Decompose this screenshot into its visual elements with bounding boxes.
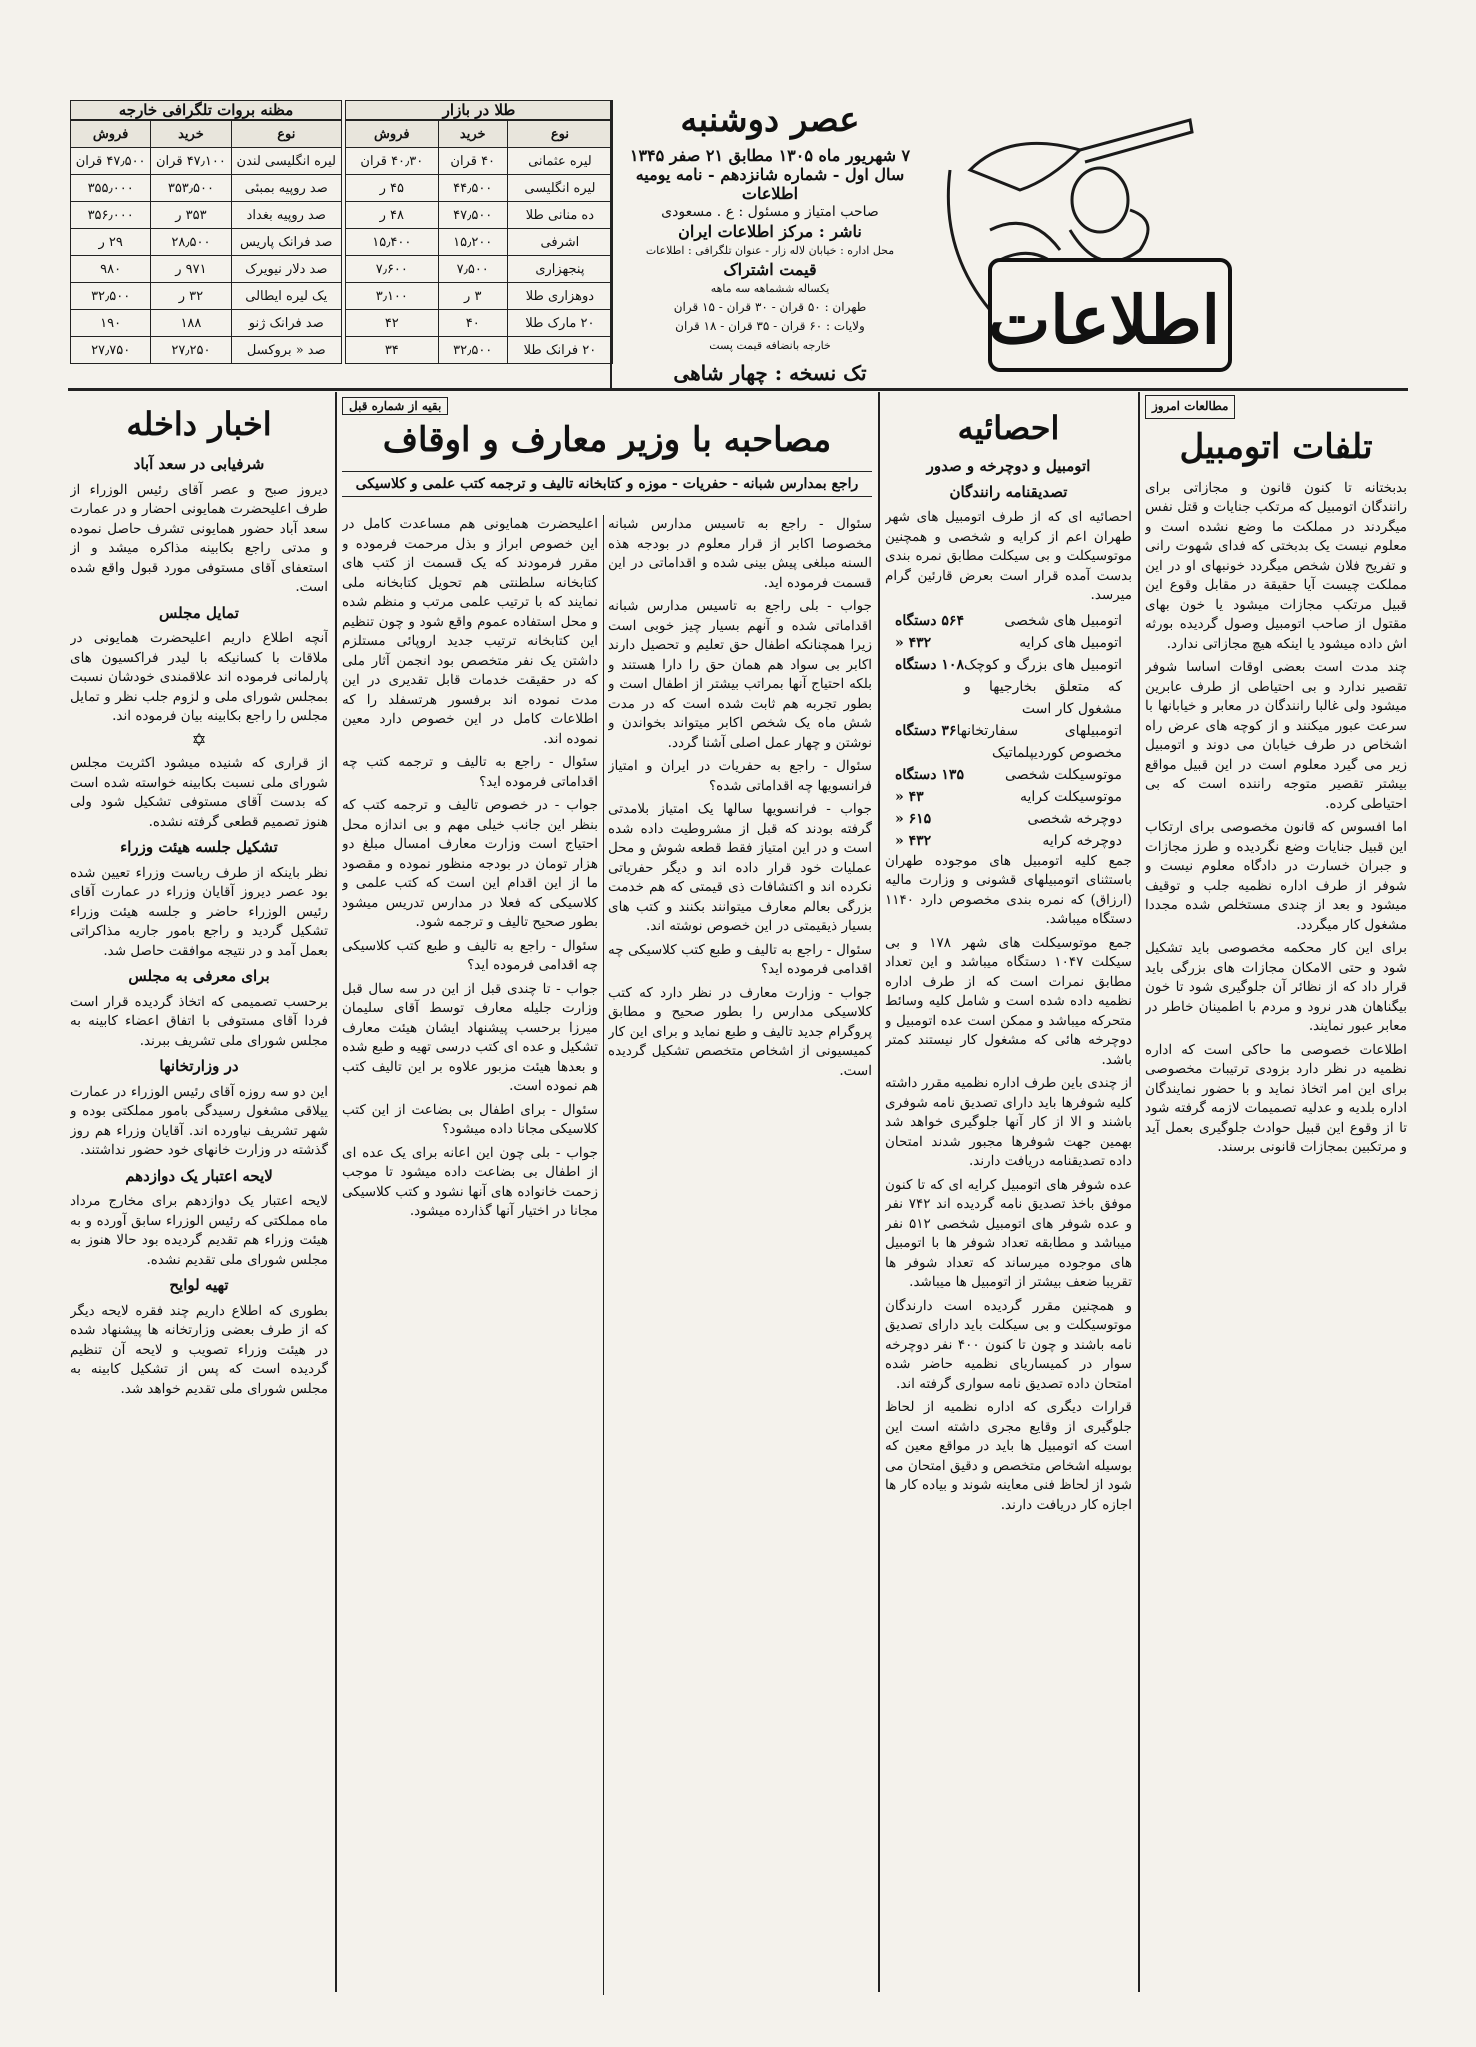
stat-label: موتوسیکلت کرایه <box>1019 788 1122 805</box>
fx-row <box>71 175 342 202</box>
paragraph: اعلیحضرت همایونی هم مساعدت کامل در این خصوص ابراز و بذل مرحمت فرموده و مقرر فرمودند که یک قسمت از کتب های کتابخانه سلطنتی هم تحویل کتابخانه ملی نمایند که با ترتیب علمی مرتب و منظم شده و محل استفاده عموم واقع شود و چون تنظیم این کتابخانه ترتیب جدید اروپائی مستلزم داشتن یک نفر متخصص بود انجمن آثار ملی که در حقیقت خدمات قابل تقدیری در این مدت نموده اند برفسور هرتسفلد را که اطلاعات کامل در این خصوص دارد معین نموده اند. <box>342 516 598 747</box>
fx-row <box>71 229 342 256</box>
address-line: محل اداره : خیابان لاله زار - عنوان تلگرافی : اطلاعات <box>645 244 895 257</box>
gold-col-type: نوع <box>507 121 612 148</box>
masthead-info <box>620 100 920 400</box>
fx-row <box>71 256 342 283</box>
fx-cell: ۳۵۳٫۵۰۰ <box>151 175 231 202</box>
paragraph: جمع موتوسیکلت های شهر ۱۷۸ و بی سیکلت ۱۰۴۷ دستگاه میباشد و این تعداد مطابق نمرات است که از طرف اداره نظمیه داده شده است و شامل کلیه وسائط متحرکه میباشد و ممکن است عده اتومبیل و دوچرخه هائی که مشغول کار نیستند کمتر باشد. <box>885 934 1132 1068</box>
stat-row <box>885 654 1132 720</box>
fx-cell: ۳۲٫۵۰۰ <box>71 283 151 310</box>
paragraph: سئوال - برای اطفال بی بضاعت از این کتب کلاسیکی مجانا داده میشود؟ <box>342 1101 598 1137</box>
paragraph: برای این کار محکمه مخصوصی باید تشکیل شود و حتی الامکان مجازات های بزرگی باید قرار داد که از نظائر آن جلوگیری شود تا خون بیگناهان هدر نرود و مردم با اطمینان خاطر در معابر عبور نمایند. <box>1145 940 1407 1034</box>
gold-cell: ۴۵ ر <box>346 175 439 202</box>
stat-label: اتومبیل های شخصی <box>1004 612 1122 629</box>
fx-row <box>71 283 342 310</box>
masthead-logo <box>930 110 1250 390</box>
publisher-line: ناشر : مرکز اطلاعات ایران <box>678 222 862 241</box>
news-title: تمایل مجلس <box>159 603 239 622</box>
paragraph: از چندی باین طرف اداره نظمیه مقرر داشته کلیه شوفرها باید دارای تصدیق نامه شوفری باشند و الا از کار آنها جلوگیری خواهد شد بهمین جهت شوفرها مجبور شدند امتحان داده تصدیقنامه دریافت دارند. <box>885 1075 1132 1169</box>
stat-row <box>885 610 1132 632</box>
fx-table-block <box>70 100 342 364</box>
price-tehran: طهران : ۵۰ قران - ۳۰ قران - ۱۵ قران <box>673 300 867 314</box>
fx-cell: ۲۷٫۷۵۰ <box>71 337 151 364</box>
gold-cell: پنجهزاری <box>507 256 612 283</box>
gold-row <box>346 175 613 202</box>
gold-row <box>346 229 613 256</box>
gold-cell: لیره انگلیسی <box>507 175 612 202</box>
fx-cell: ۳۲ ر <box>151 283 231 310</box>
paragraph: جواب - تا چندی قبل از این در سه سال قبل وزارت جلیله معارف توسط آقای سلیمان میرزا برحسب پیشنهاد ایشان هیئت معارف تشکیل و عده ای کتب درسی تهیه و طبع شده و بعدها هیئت مزبور علاوه بر این تالیف کتب هم نموده است. <box>342 980 598 1094</box>
paragraph: جواب - بلی راجع به تاسیس مدارس شبانه اقداماتی شده و آنهم بسیار چیز خوبی است زیرا همچنانکه اطفال حق تعلیم و تحصیل دارند اکابر بی سواد هم همان حق را دارا هستند و بلکه احتیاج آنها بمراتب بیشتر از اطفال است و بطور تجربه هم ثابت شده است که در مدت شش ماه یک شخص اکابر میتواند بخواندن و نوشتن و چهار عمل اصلی آشنا گردد. <box>608 598 872 751</box>
fx-cell: ۹۸۰ <box>71 256 151 283</box>
gold-table-block <box>345 100 613 364</box>
paragraph: احصائیه ای که از طرف اتومبیل های شهر طهران اعم از کرایه و شخصی و همچنین موتوسیکلت و بی سیکلت مطابق نمره بندی بدست آمده قرار است بعرض قارئین گرام میرسد. <box>885 509 1132 603</box>
section-kicker: مطالعات امروز <box>1145 395 1235 419</box>
gold-cell: ۷٫۶۰۰ <box>346 256 439 283</box>
fx-cell: صد دلار نیویرک <box>231 256 341 283</box>
gold-cell: ۳۴ <box>346 337 439 364</box>
issue-date: ۷ شهریور ماه ۱۳۰۵ مطابق ۲۱ صفر ۱۳۴۵ <box>629 146 911 165</box>
gold-col-buy: خرید <box>438 121 507 148</box>
gold-row <box>346 256 613 283</box>
star-divider-icon: ✡ <box>191 729 207 751</box>
stat-label: اتومبیلهای سفارتخانها مخصوص کوردیپلماتیک <box>956 722 1122 761</box>
article-statistics <box>885 395 1132 1995</box>
interview-column-rule <box>603 515 604 1995</box>
gold-cell: ۷٫۵۰۰ <box>438 256 507 283</box>
gold-row <box>346 310 613 337</box>
paragraph: دیروز صبح و عصر آقای رئیس الوزراء از طرف اعلیحضرت همایونی احضار و در عمارت سعد آباد حضور همایونی تشرف حاصل نموده و مدتی راجع بکابینه مذاکره میشد و از استعفای آقای مستوفی مورد قبول واقع شده است. <box>70 481 328 595</box>
fx-row <box>71 337 342 364</box>
domestic-news <box>70 395 328 1995</box>
headline-domestic-news: اخبار داخله <box>126 405 272 443</box>
gold-row <box>346 148 613 175</box>
paragraph: جواب - وزارت معارف در نظر دارد که کتب کلاسیکی مدارس را بطور صحیح و مطابق پروگرام جدید تالیف و طبع نماید و برای این کار کمیسیونی از اشخاص متخصص تشکیل گردیده است. <box>608 984 872 1079</box>
subhead: اتومبیل و دوچرخه و صدور <box>926 457 1091 475</box>
paragraph: از قراری که شنیده میشود اکثریت مجلس شورای ملی نسبت بکابینه خواسته شده است که بدست آقای مستوفی تشکیل شود ولی هنوز تصمیم قطعی گرفته نشده. <box>70 755 328 830</box>
subscription-title: قیمت اشتراک <box>723 260 817 279</box>
stat-value: ۴۳۲ « <box>895 832 932 849</box>
paragraph: جواب - فرانسویها سالها یک امتیاز بلامدتی گرفته بودند که قبل از مشروطیت داده شده است و در این امتیاز فقط قطعه شوش و محل عملیات خود قرار داده اند و دیگر حفریاتی نکرده اند و اکتشافات ذی قیمتی که هم خدمت بزرگی بعالم معارف میتوانند بکنند و کتب های بسیار ذیقیمتی در این خصوص نوشته اند. <box>608 801 872 934</box>
fx-cell: ۴۷٫۵۰۰ قران <box>71 148 151 175</box>
vehicle-stats-list <box>885 610 1132 852</box>
fx-col-sell: فروش <box>71 121 151 148</box>
paragraph: سئوال - راجع به تالیف و طبع کتب کلاسیکی چه اقدامی فرموده اید؟ <box>608 941 872 977</box>
paragraph: برحسب تصمیمی که اتخاذ گردیده قرار است فردا آقای مستوفی با اتفاق اعضاء کابینه به مجلس شورای ملی تشریف ببرند. <box>70 993 328 1049</box>
fx-cell: صد روپیه بغداد <box>231 202 341 229</box>
gold-cell: دوهزاری طلا <box>507 283 612 310</box>
paragraph: جواب - بلی چون این اعانه برای یک عده ای از اطفال بی بضاعت داده میشود تا موجب زحمت خانواده های آنها نشود و کتب کلاسیکی مجانا در اختیار آنها گذارده میشود. <box>342 1144 598 1219</box>
gold-row <box>346 283 613 310</box>
gold-cell: ۴۴٫۵۰۰ <box>438 175 507 202</box>
interview-subhead: راجع بمدارس شبانه - حفریات - موزه و کتابخانه تالیف و ترجمه کتب علمی و کلاسیکی <box>342 471 872 497</box>
fx-row <box>71 202 342 229</box>
gold-table <box>345 120 613 364</box>
gold-cell: اشرفی <box>507 229 612 256</box>
stat-value: ۶۱۵ « <box>895 810 932 827</box>
owner-line: صاحب امتیاز و مسئول : ع . مسعودی <box>661 204 879 220</box>
gold-cell: ۳ ر <box>438 283 507 310</box>
fx-cell: صد « بروکسل <box>231 337 341 364</box>
news-title: تشکیل جلسه هیئت وزراء <box>120 838 278 856</box>
gold-cell: ۳٫۱۰۰ <box>346 283 439 310</box>
paragraph: اطلاعات خصوصی ما حاکی است که اداره نظمیه در نظر دارد بزودی ترتیبات مخصوصی برای این امر اتخاذ نماید و با حضور نمایندگان اداره بلدیه و عدلیه تصمیمات لازمه گرفته شود تا از وقوع این قبیل حوادث جلوگیری بعمل آید و مرتکبین بمجازات قانونی برسند. <box>1145 1041 1407 1155</box>
stat-row <box>885 786 1132 808</box>
fx-col-buy: خرید <box>151 121 231 148</box>
masthead-rule <box>610 100 612 390</box>
masthead-divider <box>68 388 1408 391</box>
paragraph: بطوری که اطلاع داریم چند فقره لایحه دیگر که از طرف بعضی وزارتخانه ها پیشنهاد شده در هیئت وزراء تصویب و لایحه آن تنظیم گردیده است که پس از تشکیل کابینه به مجلس شورای ملی تقدیم خواهد شد. <box>70 1302 328 1397</box>
paragraph: جواب - در خصوص تالیف و ترجمه کتب که بنظر این جانب خیلی مهم و بی اندازه محل احتیاج است وزارت معارف امسال مبلغ دو هزار تومان در بودجه منظور نموده و مقصود ما از این اقدام این است که کتب علمی و کلاسیکی که فعلا در مدارس تدریس میشود بطور صحیح تالیف و ترجمه شود. <box>342 797 598 930</box>
headline-interview: مصاحبه با وزیر معارف و اوقاف <box>382 420 832 460</box>
news-title: لایحه اعتبار یک دوازدهم <box>125 1166 273 1185</box>
gold-cell: ۴۰ قران <box>438 148 507 175</box>
price-abroad: خارجه بانضافه قیمت پست <box>709 339 831 352</box>
paragraph: و همچنین مقرر گردیده است دارندگان موتوسیکلت و بی سیکلت باید دارای تصدیق نامه باشند و چون تا کنون ۴۰۰ نفر دوچرخه سوار در کمیساریای نظمیه حاضر شده امتحان داده تصدیق نامه سواری گرفته اند. <box>885 1297 1132 1392</box>
gold-cell: لیره عثمانی <box>507 148 612 175</box>
gold-row <box>346 337 613 364</box>
interview-column-right <box>608 515 872 1995</box>
interview-header <box>342 395 872 503</box>
paragraph: لایحه اعتبار یک دوازدهم برای مخارج مرداد ماه مملکتی که رئیس الوزراء سابق آورده و به هیئت وزراء هم تقدیم گردیده بود حالا هنوز به مجلس شورای ملی تقدیم نشده. <box>70 1193 328 1268</box>
article-car-casualties <box>1145 395 1407 1995</box>
stat-row <box>885 808 1132 830</box>
gold-cell: ۲۰ مارک طلا <box>507 310 612 337</box>
fx-cell: ۳۵۵٫۰۰۰ <box>71 175 151 202</box>
paragraph: بدبختانه تا کنون قانون و مجازاتی برای رانندگان اتومبیل که مرتکب جنایات و قتل نفس میگردند در مملکت ما وضع نشده است و معلوم نیست یک بدبختی که فدای شهوت رانی و تفریح فلان شخص میگردد خونبهای او در این مملکت چیست آیا حقیقة در مقابل وقوع این قبیل مرتکب مجازات میشود یا خون بهای مقتول از صاحب اتومبیل وصول گردیده بورثه اش داده میشود یا اینکه هیچ مجازاتی ندارد. <box>1145 479 1407 652</box>
stat-value: ۴۳ « <box>895 788 924 805</box>
fx-table-header <box>71 121 342 148</box>
paragraph: سئوال - راجع به حفریات در ایران و امتیاز فرانسویها چه اقداماتی شده؟ <box>608 758 872 794</box>
fx-cell: لیره انگلیسی لندن <box>231 148 341 175</box>
fx-cell: ۳۵۶٫۰۰۰ <box>71 202 151 229</box>
paragraph: سئوال - راجع به تاسیس مدارس شبانه مخصوصا اکابر از قرار معلوم در بودجه هذه السنه مبلغی پیش بینی شده و اقداماتی در این قسمت فرموده اید. <box>608 516 872 591</box>
gold-cell: ۱۵٫۲۰۰ <box>438 229 507 256</box>
paragraph: قرارات دیگری که اداره نظمیه از لحاظ جلوگیری از وقایع مجری داشته است این است که اتومبیل ها باید در مواقع معین که بوسیله اشخاص متخصص و دقیق امتحان می شود از لحاظ فنی معاینه شوند و بیاده کار ها اجازه کار دریافت دارند. <box>885 1399 1132 1513</box>
paragraph: نظر باینکه از طرف ریاست وزراء تعیین شده بود عصر دیروز آقایان وزراء در عمارت آقای رئیس الوزراء حاضر و جلسه هیئت وزراء تشکیل گردید و راجع بامور جاریه مذاکراتی بعمل آمد و در نتیجه موافقت حاصل شد. <box>70 864 328 959</box>
stat-label: اتومبیل های کرایه <box>1019 634 1122 651</box>
fx-table <box>70 120 342 364</box>
fx-col-type: نوع <box>231 121 341 148</box>
fx-cell: ۴۷٫۱۰۰ قران <box>151 148 231 175</box>
gold-cell: ۴۰ <box>438 310 507 337</box>
stat-value: ۴۳۲ « <box>895 634 932 651</box>
stat-label: دوچرخه کرایه <box>1042 832 1122 849</box>
fx-cell: ۲۹ ر <box>71 229 151 256</box>
gold-cell: ده منانی طلا <box>507 202 612 229</box>
fx-row <box>71 148 342 175</box>
gold-cell: ۳۲٫۵۰۰ <box>438 337 507 364</box>
news-title: تهیه لوایح <box>169 1276 229 1294</box>
issue-day: عصر دوشنبه <box>680 100 860 140</box>
single-copy-price: تک نسخه : چهار شاهی <box>673 361 867 385</box>
paragraph: جمع کلیه اتومبیل های موجوده طهران باستثنای اتومبیلهای قشونی و وزارت مالیه (ارزاق) که نمره بندی مخصوص دارد ۱۱۴۰ دستگاه میباشد. <box>885 852 1132 927</box>
stat-label: دوچرخه شخصی <box>1027 810 1122 827</box>
stat-row <box>885 720 1132 764</box>
stat-value: ۵۶۴ دستگاه <box>895 612 964 629</box>
gold-col-sell: فروش <box>346 121 439 148</box>
fx-cell: ۳۵۳ ر <box>151 202 231 229</box>
fx-table-title: مظنه بروات تلگرافی خارجه <box>70 100 342 120</box>
paragraph: آنچه اطلاع داریم اعلیحضرت همایونی در ملاقات با کسانیکه با لیدر فراکسیون های پارلمانی فرموده اند علاقمندی خودشان نسبت بمجلس شورای ملی و لزوم جلب نظر و تمایل مجلس را راجع بکابینه بیان فرموده اند. <box>70 630 328 724</box>
column-rule-1 <box>1138 392 1140 1992</box>
stat-value: ۳۶ دستگاه <box>895 722 957 739</box>
stat-label: اتومبیل های بزرگ و کوچک که متعلق بخارجیها و مشغول کار است <box>963 656 1122 717</box>
stat-label: موتوسیکلت شخصی <box>1005 766 1122 783</box>
gold-cell: ۴۷٫۵۰۰ <box>438 202 507 229</box>
headline-statistics: احصائیه <box>957 409 1060 447</box>
paragraph: سئوال - راجع به تالیف و طبع کتب کلاسیکی چه اقدامی فرموده اید؟ <box>342 937 598 973</box>
issue-number: سال اول - شماره شانزدهم - نامه یومیه اطلاعات <box>635 165 905 203</box>
column-rule-3 <box>335 392 337 1992</box>
gold-row <box>346 202 613 229</box>
fx-cell: ۱۸۸ <box>151 310 231 337</box>
fx-cell: صد روپیه بمبئی <box>231 175 341 202</box>
column-rule-2 <box>878 392 880 1992</box>
stat-value: ۱۰۸ دستگاه <box>895 656 964 673</box>
gold-cell: ۲۰ فرانک طلا <box>507 337 612 364</box>
stat-row <box>885 632 1132 654</box>
news-title: در وزارتخانها <box>159 1057 239 1075</box>
subscription-columns: یکساله ششماهه سه ماهه <box>710 282 830 295</box>
news-title: برای معرفی به مجلس <box>128 967 270 985</box>
paragraph: عده شوفر های اتومبیل کرایه ای که تا کنون موفق باخذ تصدیق نامه گردیده اند ۷۴۲ نفر و عده شوفر های اتومبیل شخصی ۵۱۲ نفر میباشد و مطابقه تعداد شوفر ها با اتومبیل های موجوده میرساند که تعداد شوفر ها تقریبا ضعف بیشتر از اتومبیل ها میباشد. <box>885 1176 1132 1290</box>
fx-cell: ۱۹۰ <box>71 310 151 337</box>
fx-cell: ۲۷٫۲۵۰ <box>151 337 231 364</box>
fx-cell: یک لیره ایطالی <box>231 283 341 310</box>
paragraph: چند مدت است بعضی اوقات اساسا شوفر تقصیر ندارد و بی احتیاطی از طرف عابرین میشود ولی غالبا رانندگان در معابر و خیابانها با سرعت عبور میکنند و از کوچه های عرض راه اشخاص در طرف خیابان می دوند و اتومبیل زیر می گیرد معلوم است در این قبیل مواقع بیشتر تقصیر متوجه راننده است که بی احتیاطی کرده. <box>1145 659 1407 812</box>
news-title: شرفیابی در سعد آباد <box>133 455 265 473</box>
fx-cell: صد فرانک پاریس <box>231 229 341 256</box>
gold-cell: ۱۵٫۴۰۰ <box>346 229 439 256</box>
interview-column-left <box>342 515 598 1995</box>
subhead: تصدیقنامه رانندگان <box>949 482 1068 501</box>
gold-cell: ۴۰٫۳۰ قران <box>346 148 439 175</box>
headline-car-casualties: تلفات اتومبیل <box>1179 426 1373 467</box>
gold-cell: ۴۸ ر <box>346 202 439 229</box>
stat-row <box>885 764 1132 786</box>
gold-table-header <box>346 121 613 148</box>
gold-table-title: طلا در بازار <box>345 100 613 120</box>
logo-wordmark: اطلاعات <box>988 281 1220 359</box>
paragraph: این دو سه روزه آقای رئیس الوزراء در عمارت ییلاقی مشغول رسیدگی بامور مملکتی بوده و شهر تشریف نیاورده اند. آقایان وزراء هم روز گذشته در وزارت خانهای خود حضور نداشتند. <box>70 1083 328 1158</box>
fx-cell: ۹۷۱ ر <box>151 256 231 283</box>
stat-row <box>885 830 1132 852</box>
price-provinces: ولایات : ۶۰ قران - ۳۵ قران - ۱۸ قران <box>675 319 865 333</box>
paragraph: اما افسوس که قانون مخصوصی برای ارتکاب این قبیل جنایات وضع نگردیده و طرز مجازات و جبران خسارت در دادگاه معلوم نیست و شوفر از طرف اداره نظمیه جلب و توقیف میشود و بعد از چندی مستخلص شده مجددا مشغول کار میگردد. <box>1145 819 1407 933</box>
continued-kicker: بقیه از شماره قبل <box>342 397 448 415</box>
fx-cell: صد فرانک ژنو <box>231 310 341 337</box>
fx-row <box>71 310 342 337</box>
stat-value: ۱۳۵ دستگاه <box>895 766 964 783</box>
paragraph: سئوال - راجع به تالیف و ترجمه کتب چه اقداماتی فرموده اید؟ <box>342 754 598 790</box>
fx-cell: ۲۸٫۵۰۰ <box>151 229 231 256</box>
gold-cell: ۴۲ <box>346 310 439 337</box>
